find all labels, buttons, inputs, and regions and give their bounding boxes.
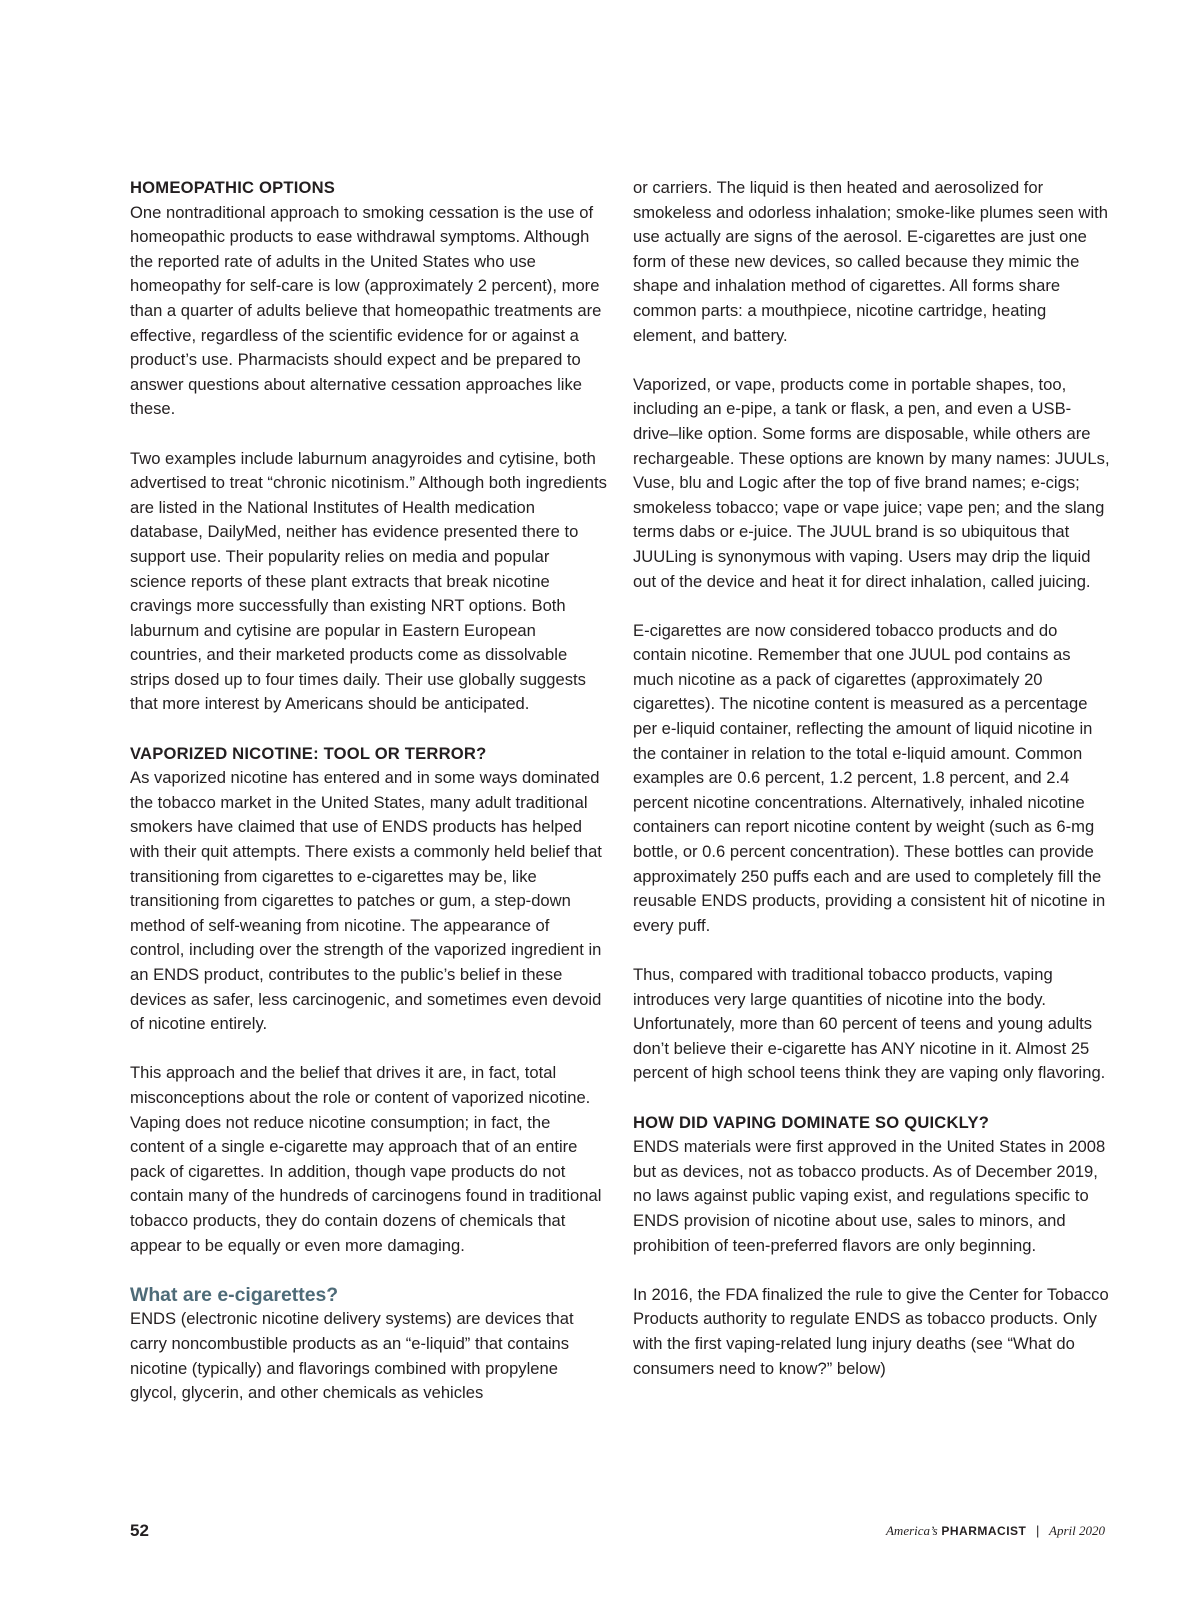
publication-name: PHARMACIST: [941, 1524, 1027, 1538]
section-heading-homeopathic: HOMEOPATHIC OPTIONS: [130, 178, 336, 197]
footer-separator: |: [1036, 1523, 1040, 1538]
paragraph: ENDS materials were first approved in the United States in 2008 but as devices, not as tobacco products. As of December 2019, no laws against public vaping exist, and regulations specific to ENDS provision of nicotine about use, sales to minors, and prohibition of teen-preferred flavors are only beginning.: [633, 1137, 1106, 1255]
paragraph: ENDS (electronic nicotine delivery systems) are devices that carry noncombustible products as an “e-liquid” that contains nicotine (typically) and flavorings combined with propylene glycol, glycerin, and other chemicals as vehicles: [130, 1309, 574, 1403]
paragraph: One nontraditional approach to smoking cessation is the use of homeopathic products to ease withdrawal symptoms. Although the reported rate of adults in the United States who use homeopathy for self-care is low (approximately 2 percent), more than a quarter of adults believe that homeopathic treatments are effective, regardless of the scientific evidence for or against a product’s use. Pharmacists should expect and be prepared to answer questions about alternative cessation approaches like these.: [130, 202, 602, 419]
right-column: [633, 176, 1111, 1381]
paragraph: Thus, compared with traditional tobacco products, vaping introduces very large quantities of nicotine into the body. Unfortunately, more than 60 percent of teens and young adults don’t believe their e-cigarette has ANY nicotine in it. Almost 25 percent of high school teens think they are vaping only flavoring.: [633, 965, 1106, 1083]
paragraph: E-cigarettes are now considered tobacco products and do contain nicotine. Remember that one JUUL pod contains as much nicotine as a pack of cigarettes (approximately 20 cigarettes). The nicotine content is measured as a percentage per e-liquid container, reflecting the amount of liquid nicotine in the container in relation to the total e-liquid amount. Common examples are 0.6 percent, 1.2 percent, 1.8 percent, and 2.4 percent nicotine concentrations. Alternatively, inhaled nicotine containers can report nicotine content by weight (such as 6-mg bottle, or 0.6 percent concentration). These bottles can provide approximately 250 puffs each and are used to completely fill the reusable ENDS products, providing a consistent hit of nicotine in every puff.: [633, 620, 1106, 935]
page-number: 52: [130, 1521, 149, 1540]
sub-heading-ecigarettes: What are e-cigarettes?: [130, 1283, 339, 1306]
paragraph: This approach and the belief that drives it are, in fact, total misconceptions about the role or content of vaporized nicotine. Vaping does not reduce nicotine consumption; in fact, the content of a single e-cigarette may approach that of an entire pack of cigarettes. In addition, though vape products do not contain many of the hundreds of carcinogens found in traditional tobacco products, they do contain dozens of chemicals that appear to be equally or even more damaging.: [130, 1063, 602, 1255]
paragraph: As vaporized nicotine has entered and in some ways dominated the tobacco market in the United States, many adult traditional smokers have claimed that use of ENDS products has helped with their quit attempts. There exists a commonly held belief that transitioning from cigarettes to e-cigarettes may be, like transitioning from cigarettes to patches or gum, a step-down method of self-weaning from nicotine. The appearance of control, including over the strength of the vaporized ingredient in an ENDS product, contributes to the public’s belief in these devices as safer, less carcinogenic, and sometimes even devoid of nicotine entirely.: [130, 768, 602, 1034]
publication-prefix: America’s: [885, 1523, 938, 1538]
paragraph: Two examples include laburnum anagyroides and cytisine, both advertised to treat “chronic nicotinism.” Although both ingredients are listed in the National Institutes of Health medication database, DailyMed, neither has evidence presented there to support use. Their popularity relies on media and popular science reports of these plant extracts that break nicotine cravings more successfully than existing NRT options. Both laburnum and cytisine are popular in Eastern European countries, and their marketed products come as dissolvable strips dosed up to four times daily. Their use globally suggests that more interest by Americans should be anticipated.: [130, 448, 607, 714]
publication-masthead: [886, 1523, 1105, 1539]
paragraph: or carriers. The liquid is then heated and aerosolized for smokeless and odorless inhalation; smoke-like plumes seen with use actually are signs of the aerosol. E-cigarettes are just one form of these new devices, so called because they mimic the shape and inhalation method of cigarettes. All forms share common parts: a mouthpiece, nicotine cartridge, heating element, and battery.: [633, 178, 1108, 345]
section-heading-dominate: HOW DID VAPING DOMINATE SO QUICKLY?: [633, 1112, 990, 1132]
paragraph: In 2016, the FDA finalized the rule to give the Center for Tobacco Products authority to regulate ENDS as tobacco products. Only with the first vaping-related lung injury deaths (see “What do consumers need to know?” below): [633, 1284, 1109, 1378]
section-heading-vaporized: VAPORIZED NICOTINE: TOOL OR TERROR?: [130, 743, 487, 763]
issue-date: April 2020: [1049, 1523, 1105, 1538]
page-footer: [130, 1521, 1105, 1545]
paragraph: Vaporized, or vape, products come in portable shapes, too, including an e-pipe, a tank or flask, a pen, and even a USB-drive–like option. Some forms are disposable, while others are rechargeable. These options are known by many names: JUULs, Vuse, blu and Logic after the top of five brand names; e-cigs; smokeless tobacco; vape or vape juice; vape pen; and the slang terms dabs or e-juice. The JUUL brand is so ubiquitous that JUULing is synonymous with vaping. Users may drip the liquid out of the device and heat it for direct inhalation, called juicing.: [633, 374, 1110, 591]
left-column: [130, 176, 608, 1406]
